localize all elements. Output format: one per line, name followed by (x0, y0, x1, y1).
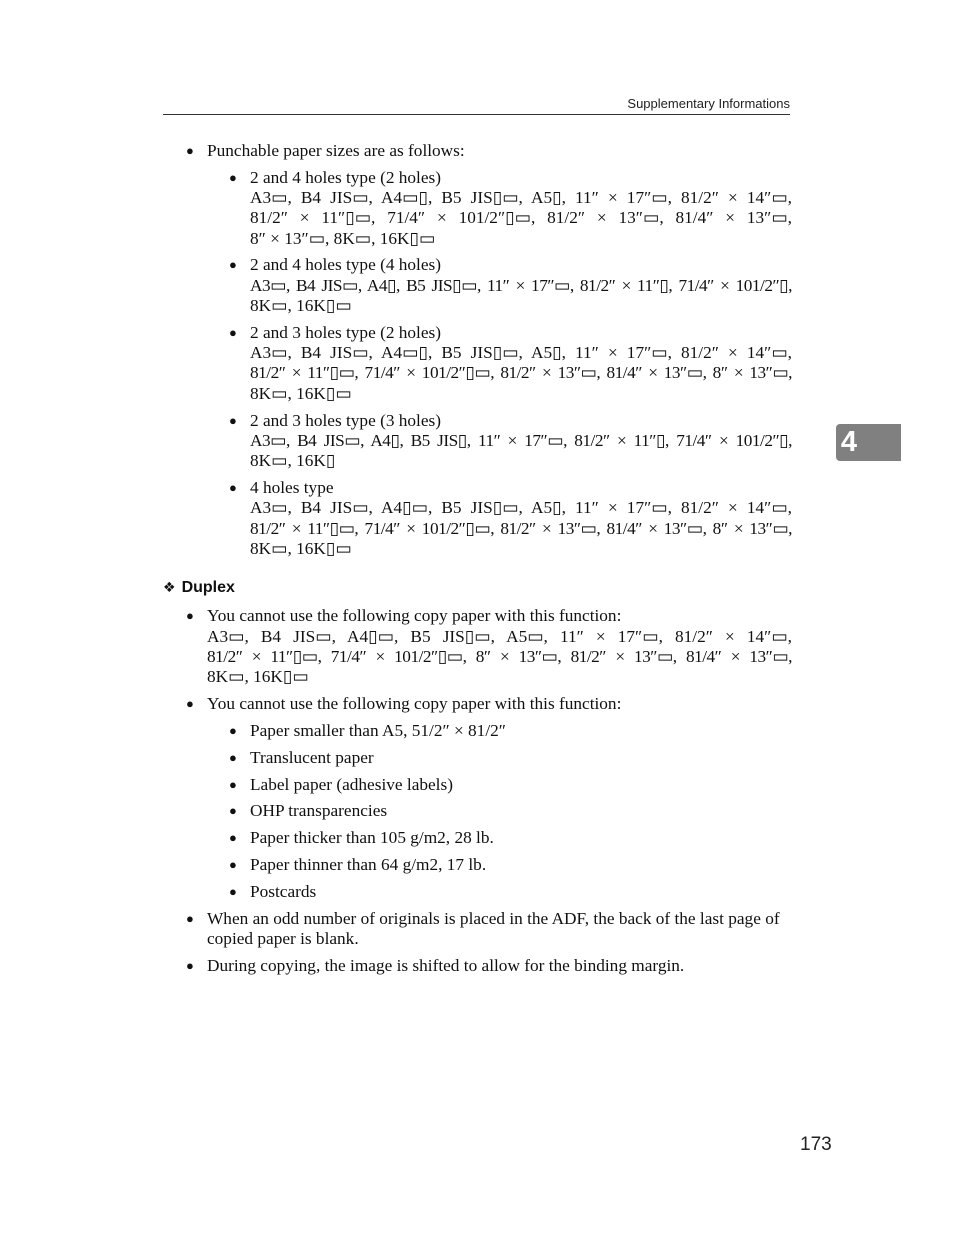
header-title: Supplementary Informations (627, 96, 790, 111)
bullet-dot: ● (186, 696, 194, 712)
page-number: 173 (800, 1134, 832, 1155)
bullet-dot: ● (229, 830, 237, 846)
punch-type-sizes-line: 8K▭, 16K▯▭ (250, 383, 352, 403)
list-item (229, 721, 792, 741)
duplex-sizes-line: 81/2″ × 11″▯▭, 71/4″ × 101/2″▯▭, 8″ × 13″▭, 81/2″ × 13″▭, 81/4″ × 13″▭, (207, 647, 792, 667)
list-item-text: Label paper (adhesive labels) (250, 774, 453, 794)
bullet-dot: ● (229, 722, 237, 738)
punch-type-sizes-line: A3▭, B4 JIS▭, A4▯▭, B5 JIS▯▭, A5▯, 11″ × 17″▭, 81/2″ × 14″▭, (250, 498, 792, 518)
punch-type-title: 2 and 4 holes type (2 holes) (250, 167, 442, 187)
punch-type-1 (229, 168, 792, 249)
list-item-text: Translucent paper (250, 747, 374, 767)
punch-type-title: 2 and 4 holes type (4 holes) (250, 255, 442, 275)
punch-type-sizes-line: 8K▭, 16K▯▭ (250, 296, 352, 316)
bullet-dot: ● (186, 910, 194, 926)
bullet-dot: ● (229, 412, 237, 428)
punch-type-title: 4 holes type (250, 477, 334, 497)
list-item-text: OHP transparencies (250, 801, 388, 821)
punch-type-sizes-line: A3▭, B4 JIS▭, A4▯, B5 JIS▯▭, 11″ × 17″▭, 81/2″ × 11″▯, 71/4″ × 101/2″▯, (250, 275, 792, 295)
punch-type-list (229, 168, 792, 559)
punch-type-sizes-line: 8″ × 13″▭, 8K▭, 16K▯▭ (250, 228, 436, 248)
punch-type-sizes-line: A3▭, B4 JIS▭, A4▭▯, B5 JIS▯▭, A5▯, 11″ × 17″▭, 81/2″ × 14″▭, (250, 188, 792, 208)
header-rule (163, 114, 790, 115)
punch-type-sizes-line: A3▭, B4 JIS▭, A4▯, B5 JIS▯, 11″ × 17″▭, 81/2″ × 11″▯, 71/4″ × 101/2″▯, (250, 430, 792, 450)
list-item-text: Paper thicker than 105 g/m2, 28 lb. (250, 828, 494, 848)
punch-type-sizes-line: 81/2″ × 11″▯▭, 71/4″ × 101/2″▯▭, 81/2″ × 13″▭, 81/4″ × 13″▭, (250, 208, 792, 228)
bullet-dot: ● (229, 803, 237, 819)
bullet-dot: ● (229, 257, 237, 273)
punch-type-4 (229, 411, 792, 472)
punch-type-2 (229, 255, 792, 316)
bullet-dot: ● (229, 776, 237, 792)
list-item (229, 882, 792, 902)
punch-type-title: 2 and 3 holes type (3 holes) (250, 410, 442, 430)
bullet-dot: ● (229, 883, 237, 899)
punch-type-sizes-line: 81/2″ × 11″▯▭, 71/4″ × 101/2″▯▭, 81/2″ × 13″▭, 81/4″ × 13″▭, 8″ × 13″▭, (250, 518, 792, 538)
punch-type-title: 2 and 3 holes type (2 holes) (250, 322, 442, 342)
punch-type-sizes-line: 8K▭, 16K▯ (250, 451, 336, 471)
bullet-dot: ● (186, 957, 194, 973)
punchable-intro: Punchable paper sizes are as follows: (207, 141, 465, 160)
list-item-text: Paper smaller than A5, 51/2″ × 81/2″ (250, 720, 506, 740)
bullet-dot: ● (229, 479, 237, 495)
list-item (229, 748, 792, 768)
bullet-dot: ● (229, 749, 237, 765)
chapter-tab (836, 424, 901, 461)
bullet-dot: ● (229, 324, 237, 340)
duplex-sizes-line: A3▭, B4 JIS▭, A4▯▭, B5 JIS▯▭, A5▭, 11″ × 17″▭, 81/2″ × 14″▭, (207, 626, 792, 646)
page-body (163, 141, 792, 982)
list-item (229, 801, 792, 821)
chapter-number: 4 (840, 426, 858, 458)
duplex-bullet-4 (186, 956, 792, 976)
duplex-bullet-text: During copying, the image is shifted to allow for the binding margin. (207, 955, 685, 975)
duplex-bullet-title: You cannot use the following copy paper with this function: (207, 694, 622, 714)
list-item (229, 855, 792, 875)
punch-type-3 (229, 323, 792, 404)
list-item (229, 828, 792, 848)
duplex-bullet-title: You cannot use the following copy paper with this function: (207, 606, 622, 626)
section-heading-duplex (163, 577, 792, 598)
duplex-bullet-2 (186, 694, 792, 902)
bullet-dot: ● (229, 856, 237, 872)
list-item (229, 775, 792, 795)
punch-type-sizes-line: 8K▭, 16K▯▭ (250, 538, 352, 558)
list-item-text: Paper thinner than 64 g/m2, 17 lb. (250, 854, 487, 874)
diamond-bullet-icon: ❖ (163, 579, 176, 596)
bullet-dot: ● (186, 143, 194, 158)
bullet-dot: ● (186, 608, 194, 624)
punch-type-sizes-line: 81/2″ × 11″▯▭, 71/4″ × 101/2″▯▭, 81/2″ × 13″▭, 81/4″ × 13″▭, 8″ × 13″▭, (250, 363, 792, 383)
duplex-bullet-1 (186, 606, 792, 687)
bullet-dot: ● (229, 169, 237, 185)
duplex-bullet-text: When an odd number of originals is placed in the ADF, the back of the last page of copied paper is blank. (207, 908, 780, 948)
duplex-bullet-3 (186, 909, 792, 950)
duplex-sizes-line: 8K▭, 16K▯▭ (207, 667, 309, 687)
bullet-punchable-sizes (186, 141, 792, 559)
section-heading-text: Duplex (181, 579, 235, 597)
punch-type-sizes-line: A3▭, B4 JIS▭, A4▭▯, B5 JIS▯▭, A5▯, 11″ × 17″▭, 81/2″ × 14″▭, (250, 343, 792, 363)
punch-type-5 (229, 478, 792, 559)
list-item-text: Postcards (250, 881, 317, 901)
unusable-paper-list (229, 721, 792, 902)
